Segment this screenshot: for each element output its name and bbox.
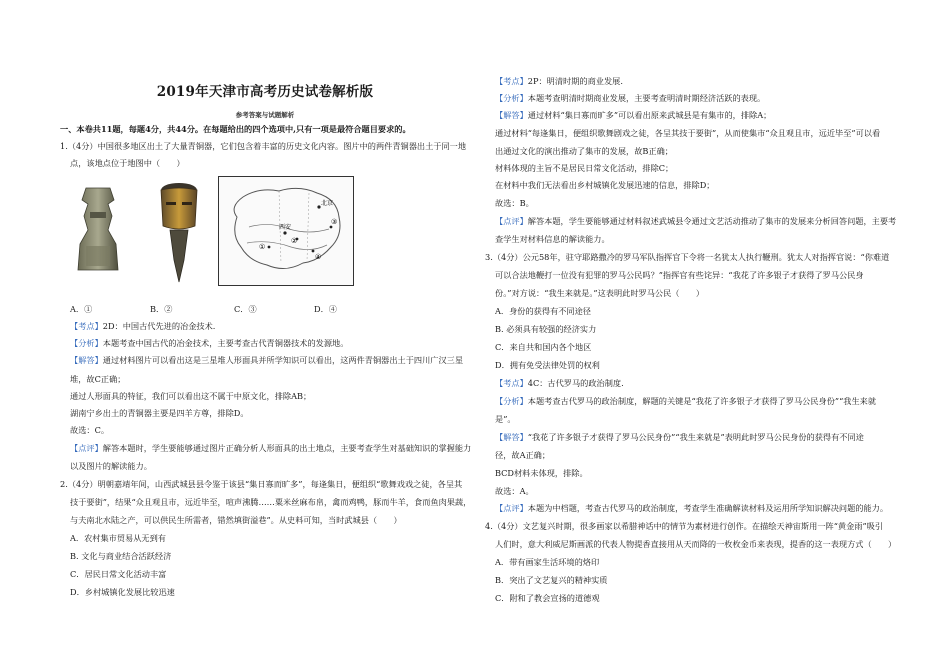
section-tag: 【解答】 xyxy=(70,355,103,365)
q2-option-b[interactable]: B. 文化与商业结合活跃经济 xyxy=(70,551,172,561)
section-tag: 【点评】 xyxy=(70,443,103,453)
q4-option-b[interactable]: B．突出了文艺复兴的精神实质 xyxy=(495,575,608,585)
q1-option-c[interactable]: C．③ xyxy=(234,304,257,314)
map-label-xian: 西安 xyxy=(279,224,292,231)
map-label-3: ③ xyxy=(331,218,338,226)
q3-stem-line3: 份。”对方说：“我生来就是。”这表明此时罗马公民（ ） xyxy=(495,288,705,298)
q1-dianping-1: 【点评】解答本题时，学生要能够通过图片正确分析人形面具的出土地点，主要考查学生对基础知识的掌握能力 xyxy=(70,443,472,453)
q2-stem-line2: 技于要街”，结果“众且观且市，远近毕至，喧声沸腾……粟米丝麻布帛，禽而鸡鸭，豚而牛羊，食而鱼肉果蔬， xyxy=(70,497,472,507)
q2-option-d[interactable]: D．乡村城镇化发展比较迅速 xyxy=(70,587,175,597)
q1-stem-line1: 1.（4分）中国很多地区出土了大量青铜器，它们包含着丰富的历史文化内容。图片中的两件青铜器出土于同一地 xyxy=(60,141,467,151)
q1-answer: 故选：C。 xyxy=(70,425,110,435)
q1-option-b[interactable]: B．② xyxy=(150,304,173,314)
q3-fenxi-1: 【分析】本题考查古代罗马的政治制度，解题的关键是“我花了许多银子才获得了罗马公民身份”“我生来就 xyxy=(495,396,877,406)
q3-option-b[interactable]: B. 必须具有较强的经济实力 xyxy=(495,324,597,334)
q2-jieda-3: 出通过文化的演出推动了集市的发展，故B正确； xyxy=(495,146,673,156)
section-tag: 【分析】 xyxy=(495,396,528,406)
q3-fenxi-2: 是”。 xyxy=(495,414,516,424)
section-tag: 【分析】 xyxy=(495,93,528,103)
q2-jieda-1: 【解答】通过材料“集日寡而旷多”可以看出原来武城县是有集市的，排除A； xyxy=(495,110,772,120)
q2-fenxi: 【分析】本题考查明清时期商业发展，主要考查明清时期经济活跃的表现。 xyxy=(495,93,766,103)
q3-jieda-3: BCD材料未体现，排除。 xyxy=(495,468,588,478)
q3-jieda-2: 径，故A正确； xyxy=(495,450,551,460)
china-map xyxy=(218,176,354,286)
q3-jieda-1: 【解答】“我花了许多银子才获得了罗马公民身份”“我生来就是”表明此时罗马公民身份的获得有不同途 xyxy=(495,432,864,442)
q2-dianping-2: 查学生对材料信息的解读能力。 xyxy=(495,234,610,244)
q1-jieda-3: 通过人形面具的特征，我们可以看出这不属于中原文化，排除AB； xyxy=(70,391,312,401)
page-subtitle: 参考答案与试题解析 xyxy=(235,111,295,119)
q3-answer: 故选：A。 xyxy=(495,486,534,496)
q4-option-a[interactable]: A．带有画家生活环境的烙印 xyxy=(495,557,600,567)
section-tag: 【考点】 xyxy=(495,76,528,86)
q1-jieda-4: 湖南宁乡出土的青铜器主要是四羊方尊，排除D。 xyxy=(70,408,249,418)
q2-stem-line1: 2.（4分）明朝嘉靖年间，山西武城县县令鉴于该县“集日寡而旷多”，每逢集日，便组织“歌舞戏戏之徒，各呈其 xyxy=(60,479,463,489)
q2-kaodian: 【考点】2P：明清时期的商业发展. xyxy=(495,76,623,86)
q2-option-c[interactable]: C．居民日常文化活动丰富 xyxy=(70,569,167,579)
q4-stem-line2: 人们时，意大利威尼斯画派的代表人物提香直接用从天而降的一枚枚金币来表现，提香的这一表现方式（ ） xyxy=(495,539,897,549)
q2-answer: 故选：B。 xyxy=(495,198,534,208)
q1-fenxi: 【分析】本题考查中国古代的冶金技术，主要考查古代青铜器技术的发源地。 xyxy=(70,338,349,348)
bronze-relic-image-1 xyxy=(68,186,128,274)
map-label-beijing: 北京 xyxy=(321,200,334,207)
q1-option-a[interactable]: A．① xyxy=(70,304,93,314)
bronze-mask-image-2 xyxy=(150,180,208,284)
page-title: 2019年天津市高考历史试卷解析版 xyxy=(156,84,374,100)
section-tag: 【解答】 xyxy=(495,110,528,120)
q2-jieda-5: 在材料中我们无法看出乡村城镇化发展迅速的信息，排除D； xyxy=(495,180,715,190)
q4-stem-line1: 4.（4分）文艺复兴时期，很多画家以希腊神话中的情节为素材进行创作。在描绘天神宙斯用一阵“黄金雨”吸引 xyxy=(485,521,884,531)
section-tag: 【点评】 xyxy=(495,216,528,226)
q2-dianping-1: 【点评】解答本题，学生要能够通过材料叙述武城县令通过文艺活动推动了集市的发展来分析回答问题，主要考 xyxy=(495,216,897,226)
q3-option-c[interactable]: C．来自共和国内各个地区 xyxy=(495,342,592,352)
q1-option-d[interactable]: D．④ xyxy=(314,304,337,314)
map-label-2: ② xyxy=(291,237,298,245)
q1-dianping-2: 以及图片的解读能力。 xyxy=(70,461,152,471)
q3-stem-line1: 3.（4分）公元58年，驻守耶路撒冷的罗马军队指挥官下令将一名犹太人执行鞭刑。犹太人对指挥官说：“你难道 xyxy=(485,252,890,262)
q3-stem-line2: 可以合法地鞭打一位没有犯罪的罗马公民吗？”指挥官有些诧异：“我花了许多银子才获得了罗马公民身 xyxy=(495,270,864,280)
section-tag: 【解答】 xyxy=(495,432,528,442)
map-label-1: ① xyxy=(259,243,266,251)
q1-jieda-2: 堆，故C正确； xyxy=(70,374,126,384)
section-tag: 【分析】 xyxy=(70,338,103,348)
section-heading: 一、本卷共11题，每题4分，共44分。在每题给出的四个选项中,只有一项是最符合题目要求的。 xyxy=(60,124,411,134)
section-tag: 【考点】 xyxy=(495,378,528,388)
q1-figure xyxy=(68,176,368,286)
q1-jieda-1: 【解答】通过材料图片可以看出这是三星堆人形面具并所学知识可以看出，这两件青铜器出土于四川广汉三星 xyxy=(70,355,464,365)
map-label-4: ④ xyxy=(315,253,322,261)
q3-option-d[interactable]: D．拥有免受法律处罚的权利 xyxy=(495,360,600,370)
section-tag: 【点评】 xyxy=(495,503,528,513)
q1-stem-line2: 点，该地点位于地图中（ ） xyxy=(70,158,185,168)
q2-jieda-2: 通过材料“每逢集日，便组织歌舞剧戏之徒，各呈其技于要街”，从而使集市“众且观且市，远近毕至”可以看 xyxy=(495,128,881,138)
q3-kaodian: 【考点】4C：古代罗马的政治制度. xyxy=(495,378,624,388)
q3-dianping: 【点评】本题为中档题，考查古代罗马的政治制度，考查学生准确解读材料及运用所学知识解决问题的能力。 xyxy=(495,503,889,513)
q2-stem-line3: 与夫南北水陆之产，可以供民生所需者，错然填街溢巷”。从史料可知，当时武城县（ ） xyxy=(70,515,402,525)
q1-kaodian: 【考点】2D：中国古代先进的冶金技术. xyxy=(70,321,216,331)
q2-jieda-4: 材料体现的主旨不是居民日常文化活动，排除C； xyxy=(495,163,674,173)
q4-option-c[interactable]: C．附和了教会宣扬的道德观 xyxy=(495,593,600,603)
section-tag: 【考点】 xyxy=(70,321,103,331)
q2-option-a[interactable]: A．农村集市贸易从无到有 xyxy=(70,533,166,543)
q3-option-a[interactable]: A．身份的获得有不同途径 xyxy=(495,306,591,316)
